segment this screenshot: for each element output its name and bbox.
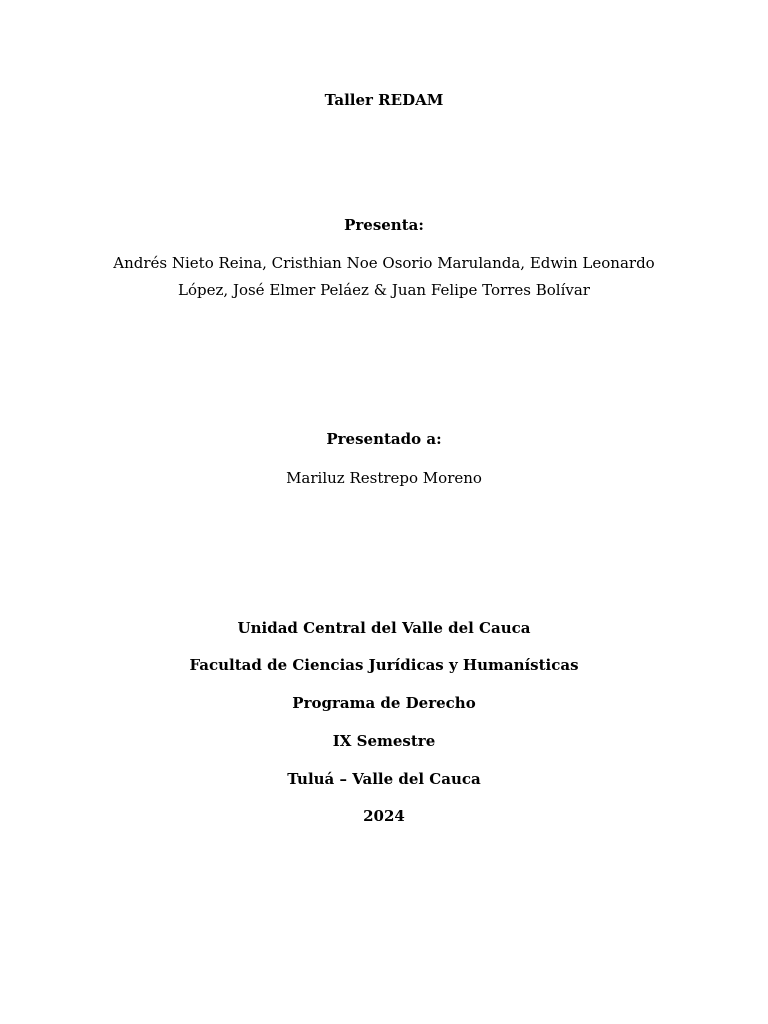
presentado-heading: Presentado a: bbox=[326, 430, 442, 448]
document-title: Taller REDAM bbox=[324, 91, 444, 109]
faculty-name: Facultad de Ciencias Jurídicas y Humanísticas bbox=[189, 656, 579, 674]
year-text: 2024 bbox=[363, 807, 405, 825]
institution-name: Unidad Central del Valle del Cauca bbox=[237, 619, 531, 637]
recipient-name: Mariluz Restrepo Moreno bbox=[286, 469, 482, 487]
authors-text: Andrés Nieto Reina, Cristhian Noe Osorio Marulanda, Edwin Leonardo López, José Elmer Peláez & Juan Felipe Torres Bolívar bbox=[113, 254, 655, 299]
semester-text: IX Semestre bbox=[332, 732, 436, 750]
location-text: Tuluá – Valle del Cauca bbox=[287, 770, 481, 788]
presenta-heading: Presenta: bbox=[344, 216, 424, 234]
program-name: Programa de Derecho bbox=[292, 694, 476, 712]
